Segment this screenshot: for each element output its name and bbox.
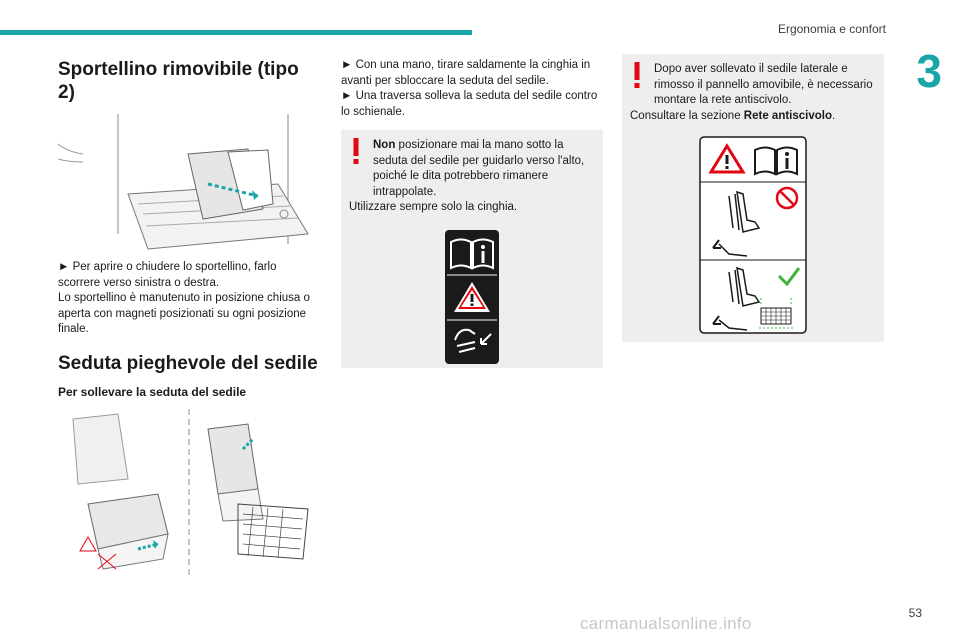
warning-exclamation-icon — [634, 62, 640, 88]
column-1 — [58, 58, 320, 575]
heading-folding-seat: Seduta pieghevole del sedile — [58, 352, 318, 374]
warning-exclamation-icon — [353, 138, 359, 164]
hatch-magnet-note: Lo sportellino è manutenuto in posizione chiusa o aperta con magneti posizionati su ogni posizione finale. — [58, 292, 310, 335]
subheading-raise-seat: Per sollevare la seduta del sedile — [58, 384, 247, 399]
hatch-illustration — [58, 114, 320, 254]
warning-box-hand — [341, 130, 603, 368]
watermark: carmanualsonline.info — [580, 614, 752, 633]
seat-illustration — [58, 409, 320, 575]
warning-hand-text: Non posizionare mai la mano sotto la seduta del sedile per guidarlo verso l'alto, poiché le dita potrebbero rimanere intrappolate. — [373, 139, 585, 198]
header-accent-bar — [0, 30, 472, 35]
column-2 — [341, 58, 603, 368]
warning-box-net — [622, 54, 884, 342]
heading-removable-hatch: Sportellino rimovibile (tipo 2) — [58, 59, 299, 103]
crossbar-step: ► Una traversa solleva la seduta del sedile contro lo schienale. — [341, 90, 598, 118]
strap-step: ► Con una mano, tirare saldamente la cinghia in avanti per sbloccare la seduta del sedile. — [341, 59, 591, 87]
section-title: Ergonomia e confort — [777, 22, 886, 36]
chapter-number: 3 — [916, 45, 942, 97]
column-3 — [622, 54, 884, 342]
hatch-instruction: ► Per aprire o chiudere lo sportellino, farlo scorrere verso sinistra o destra. — [58, 261, 277, 289]
page-number: 53 — [908, 606, 922, 620]
net-pictogram — [699, 136, 807, 334]
warning-net-reference: Consultare la sezione Rete antiscivolo. — [630, 109, 836, 122]
warning-strap-text: Utilizzare sempre solo la cinghia. — [349, 201, 518, 213]
warning-net-text: Dopo aver sollevato il sedile laterale e rimosso il pannello amovibile, è necessario montare la rete antiscivolo. — [654, 63, 873, 106]
pictogram-column — [445, 230, 499, 364]
